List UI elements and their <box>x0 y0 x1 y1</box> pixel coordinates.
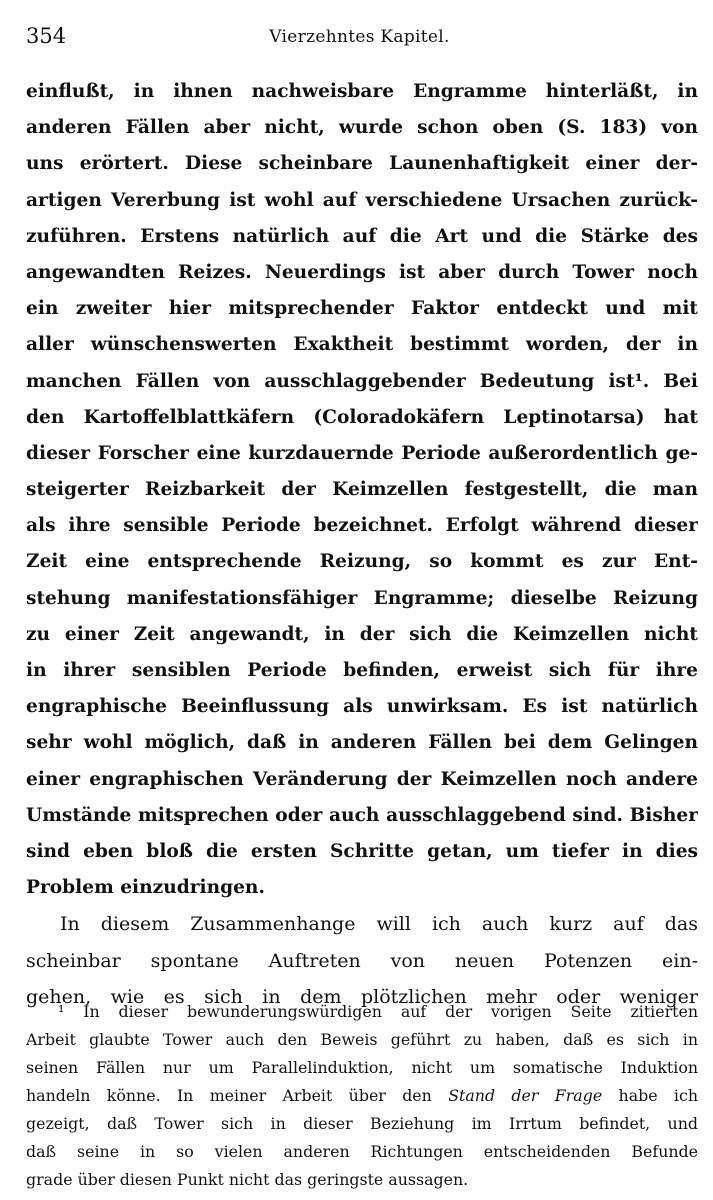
text-line: dieser Forscher eine kurzdauernde Periode außerordentlich ge- <box>26 442 698 464</box>
text-line: aller wünschenswerten Exaktheit bestimmt worden, der in <box>26 334 698 356</box>
footnote-line: daß seine in so vielen anderen Richtungen entscheidenden Befunde <box>26 1142 698 1161</box>
text-line: sehr wohl möglich, daß in anderen Fällen bei dem Gelingen <box>26 732 698 754</box>
text-line: manchen Fällen von ausschlaggebender Bedeutung ist¹. Bei <box>26 370 698 392</box>
cited-work-title: Stand der Frage <box>448 1086 603 1105</box>
text-line: einer engraphischen Veränderung der Keimzellen noch andere <box>26 768 698 790</box>
text-line: engraphische Beeinflussung als unwirksam. Es ist natürlich <box>26 696 698 718</box>
page-number: 354 <box>26 24 67 48</box>
text-line: einflußt, in ihnen nachweisbare Engramme hinterläßt, in <box>26 81 698 102</box>
text-line: sind eben bloß die ersten Schritte getan, um tiefer in dies <box>26 840 698 862</box>
text-line: scheinbar spontane Auftreten von neuen Potenzen ein- <box>26 949 698 972</box>
page-header <box>26 24 693 60</box>
main-text <box>26 74 698 1015</box>
text-line: ein zweiter hier mitsprechender Faktor entdeckt und mit <box>26 298 698 320</box>
footnote <box>26 998 698 1194</box>
footnote-line: grade über diesen Punkt nicht das geringste aussagen. <box>26 1170 469 1189</box>
text-line: den Kartoffelblattkäfern (Coloradokäfern Leptinotarsa) hat <box>26 406 698 428</box>
footnote-line-with-title <box>26 1082 698 1110</box>
text-line: uns erörtert. Diese scheinbare Launenhaftigkeit einer der- <box>26 153 698 175</box>
text-line: angewandten Reizes. Neuerdings ist aber durch Tower noch <box>26 261 698 283</box>
footnote-line: Arbeit glaubte Tower auch den Beweis geführt zu haben, daß es sich in <box>26 1030 698 1049</box>
footnote-line: gezeigt, daß Tower sich in dieser Beziehung im Irrtum befindet, und <box>26 1114 698 1133</box>
footnote-line: ¹ In dieser bewunderungswürdigen auf der vorigen Seite zitierten <box>58 1002 698 1021</box>
footnote-line: seinen Fällen nur um Parallelinduktion, nicht um somatische Induktion <box>26 1058 698 1077</box>
text-line: Problem einzudringen. <box>26 877 265 899</box>
text-line: zuführen. Erstens natürlich auf die Art und die Stärke des <box>26 225 698 247</box>
text-line: als ihre sensible Periode bezeichnet. Erfolgt während dieser <box>26 515 698 537</box>
text-line: Umstände mitsprechen oder auch ausschlaggebend sind. Bisher <box>26 804 698 826</box>
text-line: artigen Vererbung ist wohl auf verschiedene Ursachen zurück- <box>26 189 698 211</box>
paragraph-start-line: In diesem Zusammenhange will ich auch kurz auf das <box>60 913 698 936</box>
footnote-text: habe ich <box>618 1086 698 1105</box>
text-line: Zeit eine entsprechende Reizung, so kommt es zur Ent- <box>26 551 698 573</box>
text-line: steigerter Reizbarkeit der Keimzellen festgestellt, die man <box>26 479 698 501</box>
text-line: zu einer Zeit angewandt, in der sich die Keimzellen nicht <box>26 623 698 645</box>
text-line: anderen Fällen aber nicht, wurde schon oben (S. 183) von <box>26 117 698 139</box>
text-line: in ihrer sensiblen Periode befinden, erweist sich für ihre <box>26 660 698 681</box>
text-line: gehen, wie es sich in dem plötzlichen mehr oder weniger <box>26 985 698 1008</box>
footnote-text: handeln könne. In meiner Arbeit über den <box>26 1086 432 1105</box>
text-line: stehung manifestationsfähiger Engramme; dieselbe Reizung <box>26 587 698 609</box>
running-head: Vierzehntes Kapitel. <box>269 27 450 47</box>
